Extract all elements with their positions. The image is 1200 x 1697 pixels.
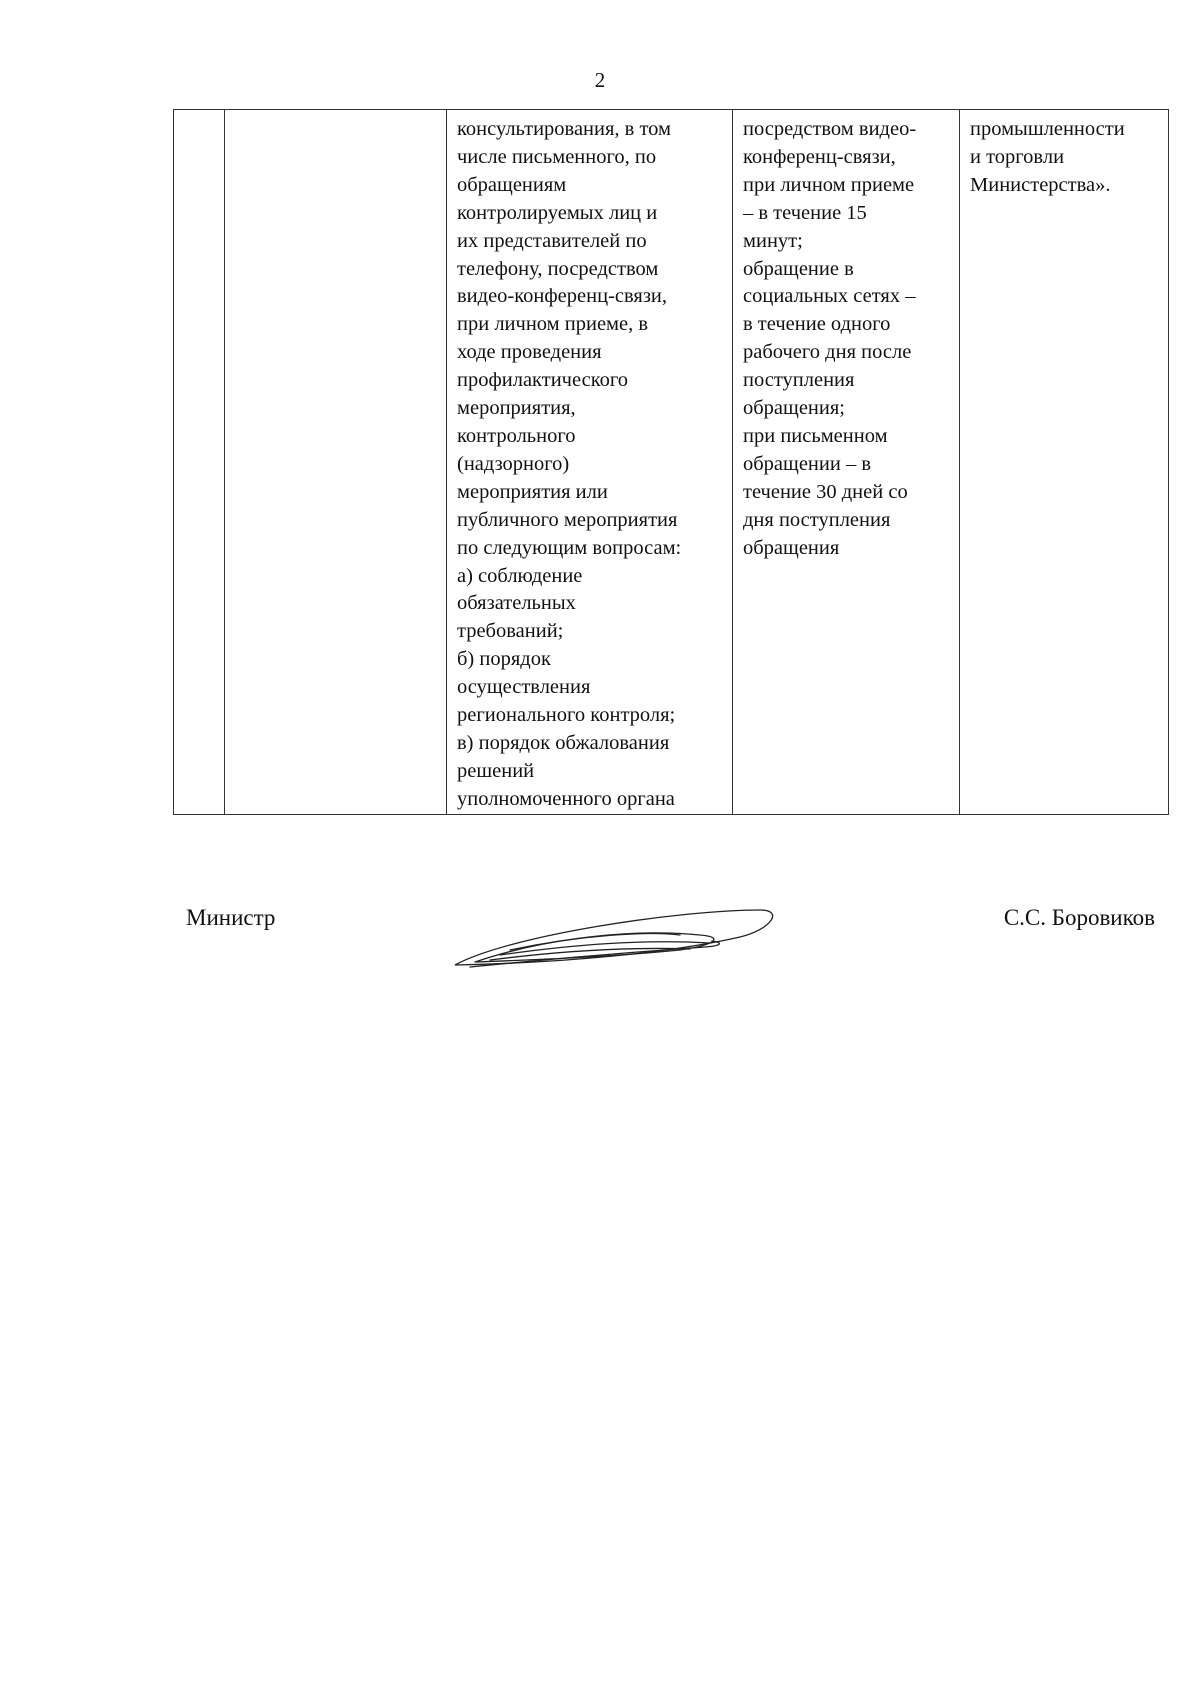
cell-text-line: рабочего дня после — [743, 341, 912, 364]
table-cell-name — [225, 110, 447, 815]
cell-text-line: дня поступления — [743, 508, 891, 531]
cell-text-line: консультирования, в том — [457, 118, 671, 140]
table-cell-number — [174, 110, 225, 815]
cell-text-line: течение 30 дней со — [743, 480, 908, 503]
cell-text-line: обращении – в — [743, 452, 872, 475]
cell-text-line: б) порядок — [457, 648, 551, 671]
cell-text-line: требований; — [457, 620, 564, 643]
cell-text-line: поступления — [743, 369, 855, 392]
handwritten-signature-graphic — [450, 905, 790, 1005]
table-row — [174, 110, 1169, 815]
cell-text-line: при личном приеме — [743, 173, 915, 196]
cell-text-line: минут; — [743, 229, 803, 252]
cell-text-line: числе письменного, по — [457, 145, 657, 168]
cell-text-line: промышленности — [970, 118, 1125, 140]
cell-text-line: их представителей по — [457, 229, 647, 252]
table-cell-description — [447, 110, 733, 815]
cell-text-line: – в течение 15 — [743, 201, 867, 224]
table-cell-terms — [733, 110, 960, 815]
cell-text-line: телефону, посредством — [457, 257, 659, 280]
cell-text-line: по следующим вопросам: — [457, 536, 682, 559]
document-table — [173, 109, 1169, 815]
signer-title: Министр — [186, 905, 276, 930]
cell-text-line: посредством видео- — [743, 118, 917, 140]
cell-text-line: публичного мероприятия — [457, 508, 678, 531]
cell-text-line: при письменном — [743, 424, 888, 447]
cell-text-line: обращения; — [743, 397, 845, 420]
cell-text-line: а) соблюдение — [457, 564, 583, 587]
cell-text-line: в) порядок обжалования — [457, 731, 670, 754]
cell-text-line: профилактического — [457, 369, 629, 392]
cell-text-line: обращения — [743, 536, 840, 559]
signer-name: С.С. Боровиков — [1003, 905, 1155, 930]
cell-text-line: решений — [457, 759, 535, 782]
cell-text-line: уполномоченного органа — [457, 787, 675, 810]
page-number: 2 — [594, 68, 606, 92]
cell-text-line: ходе проведения — [457, 341, 602, 364]
cell-text-line: конференц-связи, — [743, 145, 896, 168]
cell-text-line: видео-конференц-связи, — [457, 285, 668, 308]
cell-text-line: контрольного — [457, 424, 576, 447]
cell-text-line: мероприятия или — [457, 480, 608, 503]
cell-text-line: обращениям — [457, 173, 567, 196]
cell-text-line: обязательных — [457, 592, 576, 615]
cell-text-line: регионального контроля; — [457, 704, 676, 727]
cell-text-line: Министерства». — [970, 173, 1111, 196]
cell-text-line: мероприятия, — [457, 397, 576, 420]
cell-text-line: осуществления — [457, 676, 591, 699]
cell-text-line: и торговли — [970, 145, 1065, 168]
cell-text-line: социальных сетях – — [743, 285, 916, 308]
cell-text-line: при личном приеме, в — [457, 313, 649, 336]
cell-text-line: (надзорного) — [457, 452, 570, 475]
cell-text-line: контролируемых лиц и — [457, 201, 658, 224]
cell-text-line: обращение в — [743, 257, 854, 280]
cell-text-line: в течение одного — [743, 313, 891, 336]
table-cell-responsible — [960, 110, 1169, 815]
